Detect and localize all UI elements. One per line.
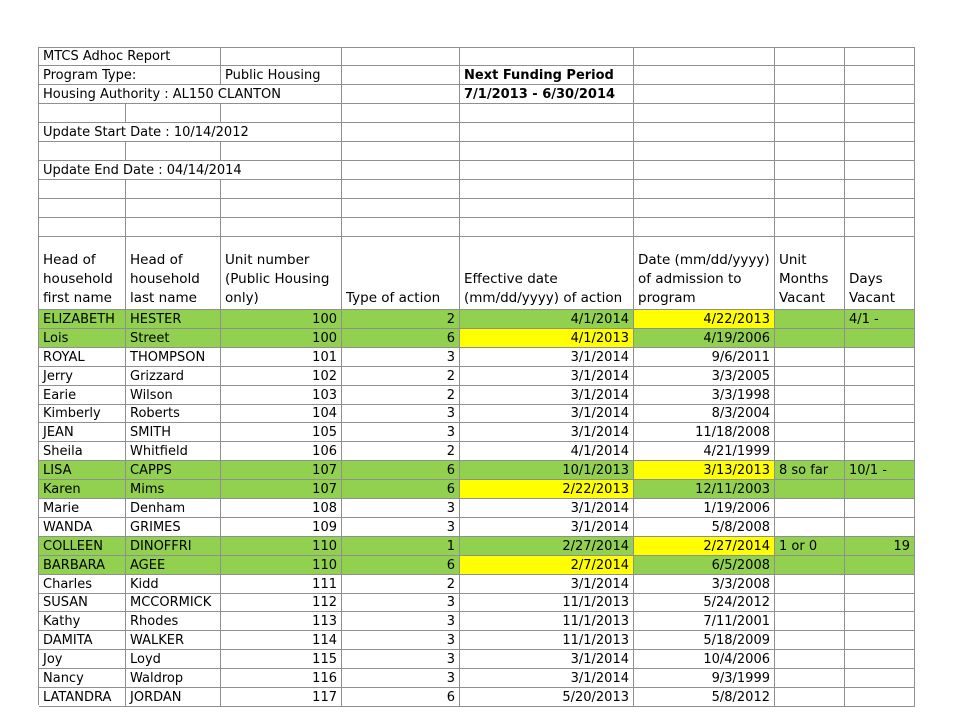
update-end-date[interactable]: Update End Date : 04/14/2014 xyxy=(39,161,342,180)
action-type-cell[interactable]: 6 xyxy=(342,329,460,348)
days-vacant-cell[interactable] xyxy=(845,480,915,499)
days-vacant-cell[interactable] xyxy=(845,329,915,348)
empty-cell[interactable] xyxy=(775,218,845,237)
months-vacant-cell[interactable] xyxy=(775,442,845,461)
days-vacant-cell[interactable] xyxy=(845,612,915,631)
last-name-cell[interactable]: Mims xyxy=(126,480,221,499)
first-name-cell[interactable]: LISA xyxy=(39,461,126,480)
empty-cell[interactable] xyxy=(634,142,775,161)
first-name-cell[interactable]: BARBARA xyxy=(39,556,126,575)
days-vacant-cell[interactable] xyxy=(845,442,915,461)
first-name-cell[interactable]: Kathy xyxy=(39,612,126,631)
empty-cell[interactable] xyxy=(460,199,634,218)
action-type-cell[interactable]: 1 xyxy=(342,537,460,556)
action-type-cell[interactable]: 3 xyxy=(342,499,460,518)
empty-cell[interactable] xyxy=(775,66,845,85)
empty-cell[interactable] xyxy=(845,47,915,66)
empty-cell[interactable] xyxy=(460,104,634,123)
first-name-cell[interactable]: DAMITA xyxy=(39,631,126,650)
empty-cell[interactable] xyxy=(126,218,221,237)
effective-date-cell[interactable]: 3/1/2014 xyxy=(460,405,634,423)
action-type-cell[interactable]: 6 xyxy=(342,556,460,575)
empty-cell[interactable] xyxy=(39,199,126,218)
days-vacant-cell[interactable] xyxy=(845,405,915,423)
empty-cell[interactable] xyxy=(342,180,460,199)
effective-date-cell[interactable]: 4/1/2014 xyxy=(460,442,634,461)
days-vacant-cell[interactable] xyxy=(845,650,915,669)
last-name-cell[interactable]: Kidd xyxy=(126,575,221,594)
admission-date-cell[interactable]: 9/3/1999 xyxy=(634,669,775,688)
empty-cell[interactable] xyxy=(845,66,915,85)
last-name-cell[interactable]: Wilson xyxy=(126,386,221,405)
empty-cell[interactable] xyxy=(221,218,342,237)
empty-cell[interactable] xyxy=(221,180,342,199)
first-name-cell[interactable]: ELIZABETH xyxy=(39,310,126,329)
months-vacant-cell[interactable] xyxy=(775,310,845,329)
last-name-cell[interactable]: SMITH xyxy=(126,423,221,442)
admission-date-cell[interactable]: 2/27/2014 xyxy=(634,537,775,556)
days-vacant-cell[interactable] xyxy=(845,348,915,367)
unit-number-cell[interactable]: 110 xyxy=(221,556,342,575)
action-type-cell[interactable]: 6 xyxy=(342,461,460,480)
last-name-cell[interactable]: CAPPS xyxy=(126,461,221,480)
first-name-cell[interactable]: Sheila xyxy=(39,442,126,461)
months-vacant-cell[interactable] xyxy=(775,612,845,631)
empty-cell[interactable] xyxy=(845,180,915,199)
days-vacant-cell[interactable] xyxy=(845,669,915,688)
days-vacant-cell[interactable] xyxy=(845,556,915,575)
months-vacant-cell[interactable] xyxy=(775,480,845,499)
effective-date-cell[interactable]: 4/1/2014 xyxy=(460,310,634,329)
months-vacant-cell[interactable] xyxy=(775,518,845,537)
last-name-cell[interactable]: Roberts xyxy=(126,405,221,423)
last-name-cell[interactable]: THOMPSON xyxy=(126,348,221,367)
empty-cell[interactable] xyxy=(845,161,915,180)
last-name-cell[interactable]: Rhodes xyxy=(126,612,221,631)
unit-number-cell[interactable]: 103 xyxy=(221,386,342,405)
empty-cell[interactable] xyxy=(221,199,342,218)
months-vacant-cell[interactable] xyxy=(775,329,845,348)
empty-cell[interactable] xyxy=(634,85,775,104)
admission-date-cell[interactable]: 3/3/2005 xyxy=(634,367,775,386)
effective-date-cell[interactable]: 3/1/2014 xyxy=(460,575,634,594)
days-vacant-cell[interactable] xyxy=(845,367,915,386)
unit-number-cell[interactable]: 105 xyxy=(221,423,342,442)
unit-number-cell[interactable]: 115 xyxy=(221,650,342,669)
first-name-cell[interactable]: Lois xyxy=(39,329,126,348)
last-name-cell[interactable]: Denham xyxy=(126,499,221,518)
col-header-unit-months-vacant[interactable]: Unit Months Vacant xyxy=(775,237,845,310)
last-name-cell[interactable]: MCCORMICK xyxy=(126,594,221,612)
first-name-cell[interactable]: Nancy xyxy=(39,669,126,688)
first-name-cell[interactable]: Marie xyxy=(39,499,126,518)
days-vacant-cell[interactable] xyxy=(845,423,915,442)
unit-number-cell[interactable]: 101 xyxy=(221,348,342,367)
empty-cell[interactable] xyxy=(39,218,126,237)
days-vacant-cell[interactable]: 19 xyxy=(845,537,915,556)
empty-cell[interactable] xyxy=(126,199,221,218)
last-name-cell[interactable]: JORDAN xyxy=(126,688,221,707)
empty-cell[interactable] xyxy=(342,85,460,104)
days-vacant-cell[interactable]: 4/1 - xyxy=(845,310,915,329)
first-name-cell[interactable]: LATANDRA xyxy=(39,688,126,707)
empty-cell[interactable] xyxy=(460,47,634,66)
unit-number-cell[interactable]: 107 xyxy=(221,461,342,480)
empty-cell[interactable] xyxy=(460,161,634,180)
unit-number-cell[interactable]: 100 xyxy=(221,310,342,329)
unit-number-cell[interactable]: 109 xyxy=(221,518,342,537)
program-type-label[interactable]: Program Type: xyxy=(39,66,221,85)
admission-date-cell[interactable]: 5/8/2012 xyxy=(634,688,775,707)
months-vacant-cell[interactable]: 8 so far xyxy=(775,461,845,480)
effective-date-cell[interactable]: 3/1/2014 xyxy=(460,367,634,386)
first-name-cell[interactable]: Jerry xyxy=(39,367,126,386)
empty-cell[interactable] xyxy=(845,104,915,123)
next-funding-label[interactable]: Next Funding Period xyxy=(460,66,634,85)
days-vacant-cell[interactable] xyxy=(845,386,915,405)
months-vacant-cell[interactable] xyxy=(775,594,845,612)
months-vacant-cell[interactable] xyxy=(775,688,845,707)
first-name-cell[interactable]: COLLEEN xyxy=(39,537,126,556)
months-vacant-cell[interactable] xyxy=(775,650,845,669)
empty-cell[interactable] xyxy=(342,142,460,161)
days-vacant-cell[interactable] xyxy=(845,575,915,594)
unit-number-cell[interactable]: 111 xyxy=(221,575,342,594)
admission-date-cell[interactable]: 7/11/2001 xyxy=(634,612,775,631)
empty-cell[interactable] xyxy=(221,104,342,123)
months-vacant-cell[interactable] xyxy=(775,556,845,575)
empty-cell[interactable] xyxy=(775,47,845,66)
empty-cell[interactable] xyxy=(126,180,221,199)
days-vacant-cell[interactable] xyxy=(845,499,915,518)
action-type-cell[interactable]: 6 xyxy=(342,480,460,499)
empty-cell[interactable] xyxy=(775,142,845,161)
days-vacant-cell[interactable] xyxy=(845,518,915,537)
last-name-cell[interactable]: Waldrop xyxy=(126,669,221,688)
effective-date-cell[interactable]: 3/1/2014 xyxy=(460,386,634,405)
effective-date-cell[interactable]: 3/1/2014 xyxy=(460,499,634,518)
effective-date-cell[interactable]: 11/1/2013 xyxy=(460,631,634,650)
last-name-cell[interactable]: Whitfield xyxy=(126,442,221,461)
months-vacant-cell[interactable] xyxy=(775,575,845,594)
empty-cell[interactable] xyxy=(845,123,915,142)
housing-authority[interactable]: Housing Authority : AL150 CLANTON xyxy=(39,85,342,104)
first-name-cell[interactable]: SUSAN xyxy=(39,594,126,612)
first-name-cell[interactable]: Joy xyxy=(39,650,126,669)
days-vacant-cell[interactable]: 10/1 - xyxy=(845,461,915,480)
empty-cell[interactable] xyxy=(342,218,460,237)
effective-date-cell[interactable]: 4/1/2013 xyxy=(460,329,634,348)
empty-cell[interactable] xyxy=(634,199,775,218)
last-name-cell[interactable]: DINOFFRI xyxy=(126,537,221,556)
months-vacant-cell[interactable] xyxy=(775,367,845,386)
empty-cell[interactable] xyxy=(775,199,845,218)
months-vacant-cell[interactable] xyxy=(775,423,845,442)
first-name-cell[interactable]: Karen xyxy=(39,480,126,499)
empty-cell[interactable] xyxy=(775,180,845,199)
action-type-cell[interactable]: 3 xyxy=(342,348,460,367)
admission-date-cell[interactable]: 3/13/2013 xyxy=(634,461,775,480)
unit-number-cell[interactable]: 107 xyxy=(221,480,342,499)
action-type-cell[interactable]: 3 xyxy=(342,594,460,612)
admission-date-cell[interactable]: 12/11/2003 xyxy=(634,480,775,499)
action-type-cell[interactable]: 3 xyxy=(342,631,460,650)
last-name-cell[interactable]: Grizzard xyxy=(126,367,221,386)
effective-date-cell[interactable]: 2/27/2014 xyxy=(460,537,634,556)
unit-number-cell[interactable]: 110 xyxy=(221,537,342,556)
months-vacant-cell[interactable] xyxy=(775,386,845,405)
empty-cell[interactable] xyxy=(634,180,775,199)
col-header-effective-date[interactable]: Effective date (mm/dd/yyyy) of action xyxy=(460,237,634,310)
months-vacant-cell[interactable] xyxy=(775,631,845,650)
action-type-cell[interactable]: 3 xyxy=(342,650,460,669)
months-vacant-cell[interactable]: 1 or 0 xyxy=(775,537,845,556)
days-vacant-cell[interactable] xyxy=(845,594,915,612)
action-type-cell[interactable]: 3 xyxy=(342,405,460,423)
empty-cell[interactable] xyxy=(634,104,775,123)
empty-cell[interactable] xyxy=(775,123,845,142)
empty-cell[interactable] xyxy=(342,199,460,218)
empty-cell[interactable] xyxy=(634,66,775,85)
empty-cell[interactable] xyxy=(460,123,634,142)
action-type-cell[interactable]: 3 xyxy=(342,423,460,442)
empty-cell[interactable] xyxy=(221,47,342,66)
unit-number-cell[interactable]: 117 xyxy=(221,688,342,707)
action-type-cell[interactable]: 3 xyxy=(342,612,460,631)
empty-cell[interactable] xyxy=(39,180,126,199)
empty-cell[interactable] xyxy=(634,47,775,66)
empty-cell[interactable] xyxy=(634,218,775,237)
last-name-cell[interactable]: GRIMES xyxy=(126,518,221,537)
unit-number-cell[interactable]: 100 xyxy=(221,329,342,348)
unit-number-cell[interactable]: 108 xyxy=(221,499,342,518)
last-name-cell[interactable]: HESTER xyxy=(126,310,221,329)
action-type-cell[interactable]: 2 xyxy=(342,386,460,405)
last-name-cell[interactable]: AGEE xyxy=(126,556,221,575)
admission-date-cell[interactable]: 3/3/1998 xyxy=(634,386,775,405)
empty-cell[interactable] xyxy=(342,123,460,142)
admission-date-cell[interactable]: 5/24/2012 xyxy=(634,594,775,612)
empty-cell[interactable] xyxy=(845,218,915,237)
first-name-cell[interactable]: ROYAL xyxy=(39,348,126,367)
months-vacant-cell[interactable] xyxy=(775,669,845,688)
admission-date-cell[interactable]: 4/22/2013 xyxy=(634,310,775,329)
effective-date-cell[interactable]: 10/1/2013 xyxy=(460,461,634,480)
program-type-value[interactable]: Public Housing xyxy=(221,66,342,85)
months-vacant-cell[interactable] xyxy=(775,405,845,423)
empty-cell[interactable] xyxy=(39,142,126,161)
admission-date-cell[interactable]: 8/3/2004 xyxy=(634,405,775,423)
empty-cell[interactable] xyxy=(460,180,634,199)
empty-cell[interactable] xyxy=(845,142,915,161)
first-name-cell[interactable]: Charles xyxy=(39,575,126,594)
admission-date-cell[interactable]: 1/19/2006 xyxy=(634,499,775,518)
action-type-cell[interactable]: 2 xyxy=(342,367,460,386)
unit-number-cell[interactable]: 113 xyxy=(221,612,342,631)
unit-number-cell[interactable]: 106 xyxy=(221,442,342,461)
first-name-cell[interactable]: JEAN xyxy=(39,423,126,442)
months-vacant-cell[interactable] xyxy=(775,499,845,518)
action-type-cell[interactable]: 6 xyxy=(342,688,460,707)
last-name-cell[interactable]: Street xyxy=(126,329,221,348)
empty-cell[interactable] xyxy=(634,161,775,180)
admission-date-cell[interactable]: 5/8/2008 xyxy=(634,518,775,537)
unit-number-cell[interactable]: 114 xyxy=(221,631,342,650)
action-type-cell[interactable]: 3 xyxy=(342,518,460,537)
unit-number-cell[interactable]: 112 xyxy=(221,594,342,612)
empty-cell[interactable] xyxy=(775,85,845,104)
admission-date-cell[interactable]: 4/19/2006 xyxy=(634,329,775,348)
empty-cell[interactable] xyxy=(342,66,460,85)
effective-date-cell[interactable]: 2/22/2013 xyxy=(460,480,634,499)
empty-cell[interactable] xyxy=(39,104,126,123)
action-type-cell[interactable]: 2 xyxy=(342,310,460,329)
action-type-cell[interactable]: 2 xyxy=(342,442,460,461)
empty-cell[interactable] xyxy=(126,104,221,123)
empty-cell[interactable] xyxy=(775,104,845,123)
empty-cell[interactable] xyxy=(845,199,915,218)
admission-date-cell[interactable]: 6/5/2008 xyxy=(634,556,775,575)
col-header-admission-date[interactable]: Date (mm/dd/yyyy) of admission to program xyxy=(634,237,775,310)
empty-cell[interactable] xyxy=(775,161,845,180)
first-name-cell[interactable]: Kimberly xyxy=(39,405,126,423)
col-header-unit-number[interactable]: Unit number (Public Housing only) xyxy=(221,237,342,310)
effective-date-cell[interactable]: 3/1/2014 xyxy=(460,669,634,688)
last-name-cell[interactable]: Loyd xyxy=(126,650,221,669)
effective-date-cell[interactable]: 3/1/2014 xyxy=(460,518,634,537)
empty-cell[interactable] xyxy=(342,47,460,66)
days-vacant-cell[interactable] xyxy=(845,631,915,650)
first-name-cell[interactable]: WANDA xyxy=(39,518,126,537)
admission-date-cell[interactable]: 5/18/2009 xyxy=(634,631,775,650)
col-header-first-name[interactable]: Head of household first name xyxy=(39,237,126,310)
effective-date-cell[interactable]: 3/1/2014 xyxy=(460,348,634,367)
days-vacant-cell[interactable] xyxy=(845,688,915,707)
update-start-date[interactable]: Update Start Date : 10/14/2012 xyxy=(39,123,342,142)
effective-date-cell[interactable]: 3/1/2014 xyxy=(460,423,634,442)
empty-cell[interactable] xyxy=(845,85,915,104)
unit-number-cell[interactable]: 102 xyxy=(221,367,342,386)
action-type-cell[interactable]: 3 xyxy=(342,669,460,688)
admission-date-cell[interactable]: 4/21/1999 xyxy=(634,442,775,461)
admission-date-cell[interactable]: 10/4/2006 xyxy=(634,650,775,669)
empty-cell[interactable] xyxy=(342,104,460,123)
action-type-cell[interactable]: 2 xyxy=(342,575,460,594)
first-name-cell[interactable]: Earie xyxy=(39,386,126,405)
last-name-cell[interactable]: WALKER xyxy=(126,631,221,650)
effective-date-cell[interactable]: 11/1/2013 xyxy=(460,612,634,631)
col-header-last-name[interactable]: Head of household last name xyxy=(126,237,221,310)
empty-cell[interactable] xyxy=(460,218,634,237)
report-title[interactable]: MTCS Adhoc Report xyxy=(39,47,221,66)
effective-date-cell[interactable]: 11/1/2013 xyxy=(460,594,634,612)
empty-cell[interactable] xyxy=(126,142,221,161)
admission-date-cell[interactable]: 11/18/2008 xyxy=(634,423,775,442)
effective-date-cell[interactable]: 3/1/2014 xyxy=(460,650,634,669)
col-header-type-of-action[interactable]: Type of action xyxy=(342,237,460,310)
col-header-days-vacant[interactable]: Days Vacant xyxy=(845,237,915,310)
admission-date-cell[interactable]: 9/6/2011 xyxy=(634,348,775,367)
admission-date-cell[interactable]: 3/3/2008 xyxy=(634,575,775,594)
empty-cell[interactable] xyxy=(460,142,634,161)
empty-cell[interactable] xyxy=(221,142,342,161)
unit-number-cell[interactable]: 104 xyxy=(221,405,342,423)
effective-date-cell[interactable]: 2/7/2014 xyxy=(460,556,634,575)
effective-date-cell[interactable]: 5/20/2013 xyxy=(460,688,634,707)
empty-cell[interactable] xyxy=(634,123,775,142)
empty-cell[interactable] xyxy=(342,161,460,180)
months-vacant-cell[interactable] xyxy=(775,348,845,367)
unit-number-cell[interactable]: 116 xyxy=(221,669,342,688)
funding-dates[interactable]: 7/1/2013 - 6/30/2014 xyxy=(460,85,634,104)
